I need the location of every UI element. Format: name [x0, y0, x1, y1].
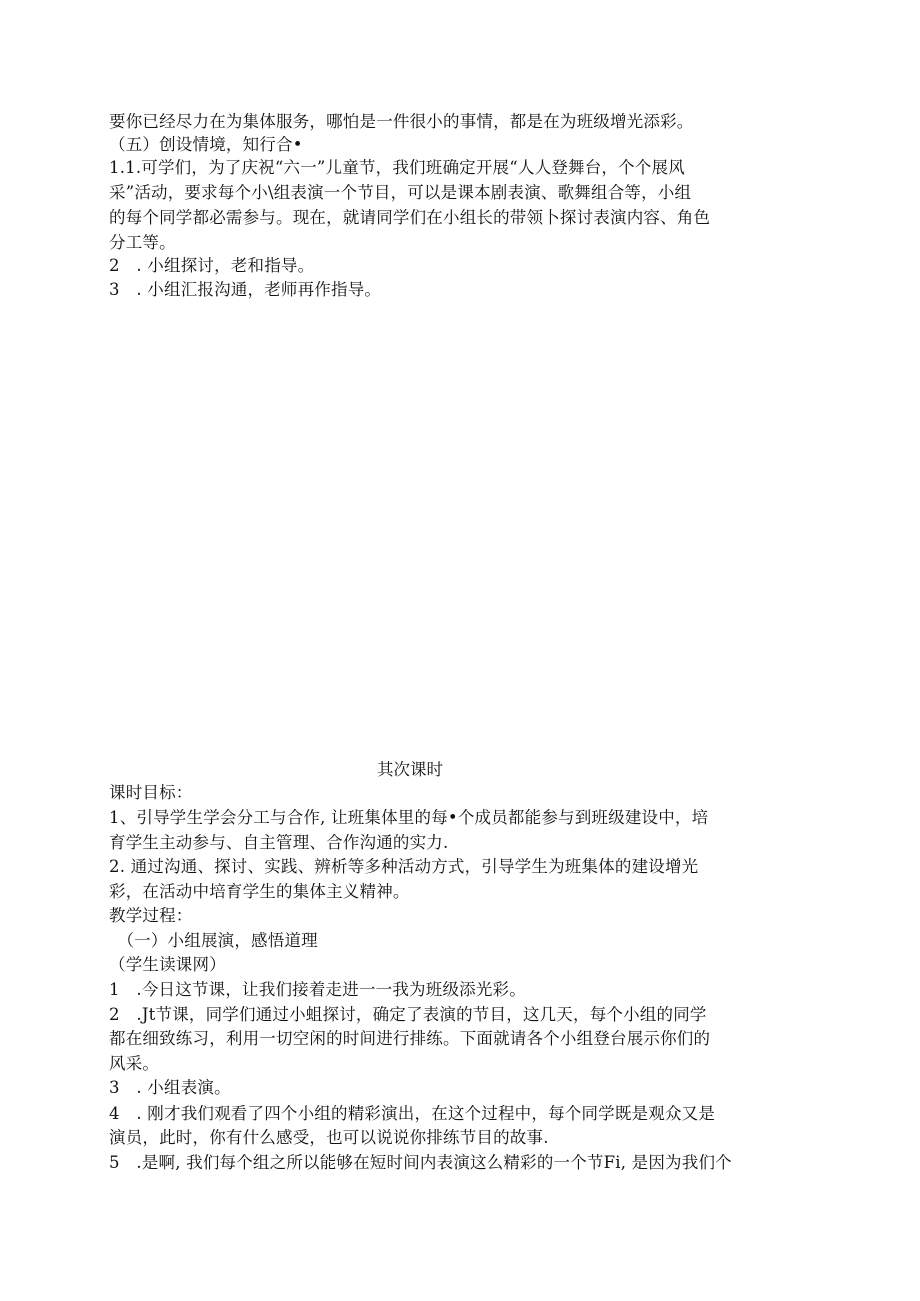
list-item: 1 .今日这节课，让我们接着走进一一我为班级添光彩。: [109, 980, 526, 999]
list-item: 2. 通过沟通、探讨、实践、辨析等多种活动方式，引导学生为班集体的建设增光: [109, 857, 699, 876]
paragraph-line: 分工等。: [109, 233, 176, 252]
paragraph-line: 1.1.可学们，为了庆祝“六一”儿童节，我们班确定开展“人人登舞台，个个展风: [109, 158, 685, 177]
list-item: 2 . 小组探讨，老和指导。: [109, 256, 315, 275]
subheading: 课时目标：: [109, 783, 193, 802]
list-item: 3 . 小组汇报沟通，老师再作指导。: [109, 280, 382, 299]
paragraph-line: 彩，在活动中培育学生的集体主义精神。: [109, 882, 410, 901]
paragraph-line: （学生读课网）: [109, 955, 226, 974]
paragraph-line: 风采。: [109, 1054, 160, 1073]
list-item: 1、引导学生学会分工与合作, 让班集体里的每•个成员都能参与到班级建设中，培: [109, 808, 709, 827]
paragraph-line: 采”活动，要求每个小\组表演一个节目，可以是课本剧表演、歌舞组合等，小组: [109, 183, 692, 202]
lesson-title: 其次课时: [377, 760, 443, 779]
paragraph-line: 要你已经尽力在为集体服务，哪怕是一件很小的事情，都是在为班级增光添彩。: [109, 112, 694, 131]
paragraph-line: 都在细致练习，利用一切空闲的时间进行排练。下面就请各个小组登台展示你们的: [109, 1029, 711, 1048]
section-heading: （五）创设情境，知行合•: [109, 135, 303, 154]
list-item: 5 .是啊, 我们每个组之所以能够在短时间内表演这么精彩的一个节Fi, 是因为我们个: [109, 1153, 732, 1172]
paragraph-line: 演员，此时，你有什么感受，也可以说说你排练节目的故事.: [109, 1128, 549, 1147]
list-item: 3 . 小组表演。: [109, 1078, 231, 1097]
list-item: 4 . 刚才我们观看了四个小组的精彩演出，在这个过程中，每个同学既是观众又是: [109, 1104, 716, 1123]
paragraph-line: 育学生主动参与、自主管理、合作沟通的实力.: [109, 833, 449, 852]
list-item: 2 .Jt节课，同学们通过小蛆探讨，确定了表演的节目，这几天，每个小组的同学: [109, 1005, 707, 1024]
section-heading: （一）小组展演，感悟道理: [109, 931, 318, 950]
paragraph-line: 的每个同学都必需参与。现在，就请同学们在小组长的带领卜探讨表演内容、角色: [109, 208, 711, 227]
subheading: 教学过程：: [109, 906, 193, 925]
